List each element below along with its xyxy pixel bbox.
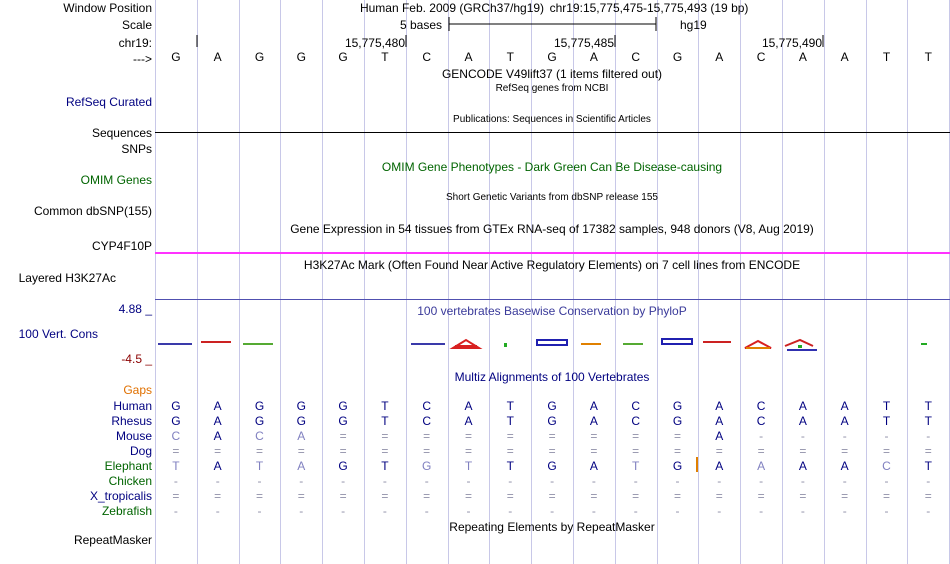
alignment-base: T bbox=[506, 399, 514, 413]
repeatmasker-track-desc: Repeating Elements by RepeatMasker bbox=[449, 520, 655, 534]
gencode-track-title[interactable]: GENCODE V49lift37 (1 items filtered out) bbox=[441, 67, 663, 81]
sequence-base: A bbox=[798, 50, 807, 64]
sequence-base: A bbox=[840, 50, 849, 64]
alignment-base: G bbox=[338, 414, 348, 428]
alignment-base: = bbox=[381, 429, 389, 443]
sequence-base: T bbox=[506, 50, 514, 64]
alignment-base: - bbox=[633, 504, 638, 518]
alignment-base: A bbox=[840, 399, 849, 413]
alignment-base: A bbox=[798, 399, 807, 413]
alignment-base: C bbox=[631, 414, 641, 428]
alignment-base: A bbox=[589, 414, 598, 428]
scale-database: hg19 bbox=[680, 18, 707, 32]
window-position-value: chr19:15,775,475-15,775,493 (19 bp) bbox=[549, 1, 749, 15]
alignment-base: - bbox=[257, 474, 262, 488]
track-area[interactable] bbox=[155, 0, 950, 564]
alignment-base: = bbox=[548, 444, 556, 458]
sequence-base: T bbox=[882, 50, 891, 64]
alignment-base: C bbox=[422, 399, 432, 413]
tick-label-1: 15,775,480 bbox=[344, 36, 405, 50]
tick-label-3: 15,775,490 bbox=[761, 36, 822, 50]
alignment-base: T bbox=[924, 399, 932, 413]
gtex-expression-bar[interactable] bbox=[155, 252, 950, 254]
h3k27ac-track-label[interactable]: Layered H3K27Ac bbox=[18, 271, 116, 285]
alignment-base: G bbox=[672, 414, 683, 428]
alignment-base: - bbox=[926, 504, 931, 518]
alignment-base: A bbox=[840, 459, 849, 473]
alignment-base: G bbox=[547, 414, 557, 428]
alignment-base: - bbox=[382, 474, 387, 488]
alignment-base: = bbox=[423, 444, 431, 458]
alignment-base: = bbox=[924, 489, 932, 503]
chromosome-label: chr19: bbox=[118, 36, 152, 50]
alignment-base: = bbox=[632, 429, 640, 443]
alignment-base: = bbox=[715, 444, 723, 458]
conservation-max-label: 4.88 _ bbox=[118, 302, 152, 316]
track-label-column bbox=[0, 0, 154, 564]
alignment-base: C bbox=[255, 429, 264, 443]
alignment-base: = bbox=[548, 489, 556, 503]
conservation-min-label: -4.5 _ bbox=[121, 352, 152, 366]
alignment-base: = bbox=[548, 429, 556, 443]
alignment-base: - bbox=[550, 504, 555, 518]
h3k27ac-signal-line bbox=[155, 299, 950, 300]
sequence-base: G bbox=[547, 50, 557, 64]
species-label[interactable]: Elephant bbox=[104, 459, 152, 473]
alignment-base: - bbox=[550, 474, 555, 488]
alignment-base: - bbox=[884, 504, 889, 518]
scale-bar-text: 5 bases bbox=[399, 18, 443, 32]
alignment-base: - bbox=[800, 474, 805, 488]
alignment-base: - bbox=[466, 504, 471, 518]
alignment-base: - bbox=[299, 474, 304, 488]
alignment-base: G bbox=[547, 399, 557, 413]
refseq-track-label[interactable]: RefSeq Curated bbox=[65, 95, 152, 109]
alignment-base: A bbox=[589, 459, 598, 473]
alignment-base: T bbox=[882, 414, 891, 428]
alignment-base: = bbox=[841, 489, 849, 503]
omim-track-label[interactable]: OMIM Genes bbox=[80, 173, 152, 187]
alignment-base: G bbox=[296, 399, 306, 413]
alignment-base: A bbox=[757, 459, 766, 473]
assembly-name: Human Feb. 2009 (GRCh37/hg19) bbox=[359, 1, 545, 15]
alignment-base: - bbox=[759, 429, 764, 443]
alignment-base: = bbox=[506, 429, 514, 443]
alignment-base: - bbox=[884, 474, 889, 488]
dbsnp-track-label[interactable]: Common dbSNP(155) bbox=[33, 204, 152, 218]
alignment-base: T bbox=[172, 459, 180, 473]
species-label[interactable]: Chicken bbox=[108, 474, 152, 488]
sequence-base: G bbox=[296, 50, 306, 64]
sequence-base: A bbox=[213, 50, 222, 64]
alignment-base: - bbox=[759, 474, 764, 488]
alignment-base: - bbox=[842, 429, 847, 443]
alignment-base: = bbox=[590, 489, 598, 503]
alignment-base: - bbox=[717, 474, 722, 488]
alignment-base: - bbox=[717, 504, 722, 518]
alignment-base: - bbox=[800, 429, 805, 443]
species-label[interactable]: Zebrafish bbox=[101, 504, 152, 518]
alignment-base: = bbox=[799, 444, 807, 458]
alignment-base: A bbox=[798, 414, 807, 428]
alignment-base: - bbox=[842, 504, 847, 518]
alignment-base: - bbox=[759, 504, 764, 518]
alignment-base: = bbox=[423, 429, 431, 443]
alignment-base: = bbox=[423, 489, 431, 503]
alignment-base: = bbox=[757, 489, 765, 503]
alignment-base: = bbox=[297, 489, 305, 503]
sequence-base: C bbox=[422, 50, 432, 64]
tick-label-2: 15,775,485 bbox=[553, 36, 614, 50]
alignment-base: - bbox=[884, 429, 889, 443]
omim-track-desc: OMIM Gene Phenotypes - Dark Green Can Be Disease-causing bbox=[381, 160, 723, 174]
alignment-base: = bbox=[632, 444, 640, 458]
alignment-base: G bbox=[338, 399, 348, 413]
repeatmasker-track-label[interactable]: RepeatMasker bbox=[73, 533, 152, 547]
alignment-base: - bbox=[257, 504, 262, 518]
alignment-base: A bbox=[213, 429, 222, 443]
alignment-base: - bbox=[173, 504, 178, 518]
alignment-base: A bbox=[840, 414, 849, 428]
alignment-base: G bbox=[422, 459, 432, 473]
alignment-base: - bbox=[508, 504, 513, 518]
alignment-base: A bbox=[798, 459, 807, 473]
alignment-base: A bbox=[297, 429, 306, 443]
alignment-base: G bbox=[254, 414, 265, 428]
alignment-base: = bbox=[506, 489, 514, 503]
alignment-base: = bbox=[882, 489, 890, 503]
alignment-base: T bbox=[506, 414, 514, 428]
alignment-base: = bbox=[590, 444, 598, 458]
alignment-base: T bbox=[924, 414, 932, 428]
conservation-marks bbox=[158, 339, 927, 351]
alignment-base: - bbox=[341, 504, 346, 518]
alignment-base: - bbox=[424, 504, 429, 518]
alignment-base: A bbox=[715, 414, 724, 428]
scale-bar bbox=[449, 17, 656, 31]
alignment-base: - bbox=[591, 504, 596, 518]
sequence-base: A bbox=[589, 50, 598, 64]
alignment-base: = bbox=[924, 444, 932, 458]
alignment-base: T bbox=[255, 459, 264, 473]
alignment-base: - bbox=[842, 474, 847, 488]
alignment-base: A bbox=[715, 429, 724, 443]
alignment-base: = bbox=[799, 489, 807, 503]
sequences-divider bbox=[155, 132, 950, 133]
alignment-base: - bbox=[675, 504, 680, 518]
cyp4f10p-track-label[interactable]: CYP4F10P bbox=[91, 239, 152, 253]
multiz-track-desc: Multiz Alignments of 100 Vertebrates bbox=[454, 370, 650, 384]
alignment-base: = bbox=[339, 489, 347, 503]
refseq-track-desc: RefSeq genes from NCBI bbox=[495, 83, 609, 94]
publications-track-desc: Publications: Sequences in Scientific Articles bbox=[453, 114, 651, 125]
conservation-track-label[interactable]: 100 Vert. Cons bbox=[18, 327, 98, 341]
sequence-base: A bbox=[464, 50, 473, 64]
alignment-base: - bbox=[633, 474, 638, 488]
alignment-base: T bbox=[381, 399, 389, 413]
alignment-base: = bbox=[757, 444, 765, 458]
sequences-track-label[interactable]: Sequences bbox=[91, 126, 152, 140]
alignment-base: T bbox=[464, 459, 473, 473]
alignment-base: = bbox=[297, 444, 305, 458]
alignment-base: C bbox=[882, 459, 891, 473]
alignment-base: = bbox=[339, 429, 347, 443]
alignment-base: = bbox=[506, 444, 514, 458]
gaps-track-label[interactable]: Gaps bbox=[123, 383, 152, 397]
strand-arrow[interactable]: ---> bbox=[133, 52, 152, 66]
species-label[interactable]: Mouse bbox=[115, 429, 152, 443]
sequence-base: C bbox=[756, 50, 766, 64]
alignment-base: T bbox=[632, 459, 640, 473]
sequence-base: G bbox=[171, 50, 181, 64]
alignment-base: G bbox=[171, 414, 181, 428]
alignment-base: G bbox=[171, 399, 181, 413]
alignment-base: A bbox=[715, 399, 724, 413]
alignment-base: C bbox=[631, 399, 641, 413]
alignment-base: - bbox=[926, 429, 931, 443]
alignment-base: - bbox=[382, 504, 387, 518]
species-label[interactable]: Dog bbox=[129, 444, 152, 458]
alignment-base: = bbox=[381, 444, 389, 458]
alignment-base: A bbox=[589, 399, 598, 413]
sequence-base: G bbox=[338, 50, 348, 64]
species-label[interactable]: Human bbox=[113, 399, 152, 413]
alignment-base: = bbox=[841, 444, 849, 458]
alignment-base: = bbox=[255, 444, 263, 458]
species-label[interactable]: Rhesus bbox=[111, 414, 152, 428]
alignment-base: - bbox=[173, 474, 178, 488]
alignment-base: A bbox=[213, 414, 222, 428]
alignment-base: = bbox=[214, 444, 222, 458]
alignment-base: = bbox=[673, 489, 681, 503]
alignment-gap-marker bbox=[696, 457, 698, 472]
alignment-base: - bbox=[508, 474, 513, 488]
h3k27ac-track-desc: H3K27Ac Mark (Often Found Near Active Regulatory Elements) on 7 cell lines from ENCODE bbox=[303, 258, 801, 272]
alignment-base: A bbox=[213, 399, 222, 413]
alignment-base: C bbox=[422, 414, 432, 428]
alignment-base: G bbox=[672, 399, 683, 413]
alignment-base: G bbox=[672, 459, 683, 473]
alignment-base: T bbox=[381, 459, 389, 473]
phylop-track-desc: 100 vertebrates Basewise Conservation by PhyloP bbox=[417, 304, 687, 318]
alignment-base: G bbox=[338, 459, 348, 473]
coordinate-ticks bbox=[197, 35, 823, 47]
sequence-base: A bbox=[715, 50, 724, 64]
alignment-base: - bbox=[424, 474, 429, 488]
alignment-base: - bbox=[675, 474, 680, 488]
alignment-base: A bbox=[464, 399, 473, 413]
alignment-base: - bbox=[591, 474, 596, 488]
alignment-base: = bbox=[214, 489, 222, 503]
gtex-track-desc: Gene Expression in 54 tissues from GTEx RNA-seq of 17382 samples, 948 donors (V8, Aug 2019) bbox=[290, 222, 814, 236]
sequence-base: G bbox=[254, 50, 265, 64]
alignment-base: = bbox=[464, 429, 472, 443]
window-position-label: Window Position bbox=[63, 1, 152, 15]
alignment-base: - bbox=[466, 474, 471, 488]
phylop-logo bbox=[155, 330, 950, 356]
species-label[interactable]: X_tropicalis bbox=[89, 489, 152, 503]
alignment-base: G bbox=[254, 399, 265, 413]
alignment-base: = bbox=[464, 489, 472, 503]
sequence-base: C bbox=[631, 50, 641, 64]
sequence-base: T bbox=[381, 50, 389, 64]
sequence-base: G bbox=[672, 50, 683, 64]
alignment-base: C bbox=[756, 399, 766, 413]
alignment-base: G bbox=[296, 414, 306, 428]
alignment-base: - bbox=[299, 504, 304, 518]
alignment-base: - bbox=[926, 474, 931, 488]
alignment-base: A bbox=[464, 414, 473, 428]
alignment-base: = bbox=[590, 429, 598, 443]
alignment-base: - bbox=[800, 504, 805, 518]
alignment-base: - bbox=[341, 474, 346, 488]
alignment-base: = bbox=[255, 489, 263, 503]
snps-track-label[interactable]: SNPs bbox=[121, 142, 152, 156]
alignment-base: T bbox=[506, 459, 514, 473]
alignment-base: C bbox=[756, 414, 766, 428]
sequence-base: T bbox=[924, 50, 932, 64]
alignment-base: A bbox=[213, 459, 222, 473]
alignment-base: G bbox=[547, 459, 557, 473]
alignment-base: A bbox=[715, 459, 724, 473]
alignment-base: = bbox=[339, 444, 347, 458]
alignment-base: = bbox=[632, 489, 640, 503]
alignment-base: T bbox=[381, 414, 389, 428]
alignment-base: - bbox=[215, 504, 220, 518]
alignment-base: A bbox=[297, 459, 306, 473]
alignment-base: = bbox=[172, 489, 180, 503]
alignment-base: T bbox=[882, 399, 891, 413]
alignment-base: = bbox=[673, 429, 681, 443]
alignment-base: = bbox=[882, 444, 890, 458]
alignment-base: = bbox=[172, 444, 180, 458]
alignment-base: = bbox=[464, 444, 472, 458]
dbsnp-track-desc: Short Genetic Variants from dbSNP release 155 bbox=[446, 192, 658, 203]
alignment-base: = bbox=[673, 444, 681, 458]
alignment-base: T bbox=[924, 459, 932, 473]
alignment-base: - bbox=[215, 474, 220, 488]
scale-label: Scale bbox=[121, 18, 152, 32]
alignment-base: = bbox=[715, 489, 723, 503]
alignment-base: = bbox=[381, 489, 389, 503]
alignment-base: C bbox=[171, 429, 181, 443]
